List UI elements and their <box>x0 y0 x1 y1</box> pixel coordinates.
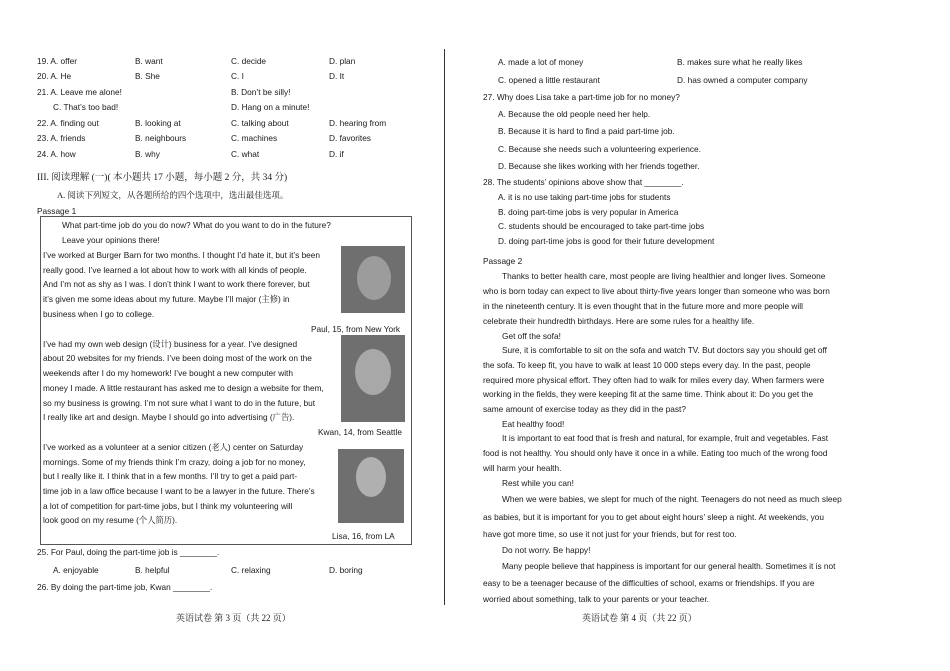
lisa-text-line: time job in a law office because I want to be a lawyer in the future. There’s <box>43 486 315 496</box>
kwan-text-line: about 20 websites for my friends. I’ve been doing most of the work on the <box>43 353 312 363</box>
q19-option-c: C. decide <box>231 56 267 66</box>
kwan-text-line: I’ve had my own web design (设计) business for a year. I’ve designed <box>43 339 298 349</box>
box-prompt-line: What part-time job do you do now? What do you want to do in the future? <box>62 220 331 230</box>
q19-option-b: B. want <box>135 56 163 66</box>
q19-option-a: 19. A. offer <box>37 56 77 66</box>
q25-stem: 25. For Paul, doing the part-time job is ________. <box>37 547 220 557</box>
passage-1-label: Passage 1 <box>37 206 77 216</box>
box-prompt-line: Leave your opinions there! <box>62 235 160 245</box>
passage-2-line: in the nineteenth century. It is even thought that in the future more and more people will <box>483 301 803 311</box>
kwan-signature: Kwan, 14, from Seattle <box>318 427 402 437</box>
q28-option-c: C. students should be encouraged to take part-time jobs <box>498 221 705 231</box>
paul-text-line: really good. I’ve learned a lot about how to work with all kinds of people. <box>43 265 307 275</box>
q26-option-c: C. opened a little restaurant <box>498 75 600 85</box>
q23-option-d: D. favorites <box>329 133 371 143</box>
q25-option-a: A. enjoyable <box>53 565 99 575</box>
kwan-text-line: I really like art and design. Maybe I should go into advertising (广告). <box>43 412 295 422</box>
right-footer: 英语试卷 第 4 页（共 22 页） <box>582 613 697 623</box>
page-divider <box>444 49 445 605</box>
left-footer: 英语试卷 第 3 页（共 22 页） <box>176 613 291 623</box>
lisa-photo <box>338 449 404 523</box>
passage-2-line: Many people believe that happiness is important for our general health. Sometimes it is not <box>502 561 836 571</box>
q28-option-a: A. it is no use taking part-time jobs for students <box>498 192 671 202</box>
lisa-text-line: but I really like it. I think that in a few months. I’ll try to get a paid part- <box>43 471 298 481</box>
passage-2-line: have got more time, so use it not just for your friends, but for rest too. <box>483 529 737 539</box>
passage-2-line: working in the fields, they were keeping fit at the same time. Think about it: Do you get the <box>483 389 814 399</box>
passage-2-line: required more physical effort. They often had to walk for miles every day. When farmers were <box>483 375 825 385</box>
q20-option-d: D. It <box>329 71 345 81</box>
q26-option-b: B. makes sure what he really likes <box>677 57 803 67</box>
passage-2-line: who is born today can expect to live about thirty-five years longer than someone who was born <box>483 286 830 296</box>
q20-option-c: C. I <box>231 71 244 81</box>
q24-option-a: 24. A. how <box>37 149 76 159</box>
q28-option-b: B. doing part-time jobs is very popular in America <box>498 207 679 217</box>
q24-option-d: D. if <box>329 149 344 159</box>
passage-2-line: the sofa. To keep fit, you have to walk at least 10 000 steps every day. In the past, people <box>483 360 811 370</box>
passage-2-line: It is important to eat food that is fresh and natural, for example, fruit and vegetables. Fast <box>502 433 829 443</box>
passage-2-line: easy to be a teenager because of the difficulties of school, exams or friendships. If you are <box>483 578 815 588</box>
q24-option-c: C. what <box>231 149 260 159</box>
kwan-text-line: so my business is growing. I’m not sure what I want to do in the future, but <box>43 398 316 408</box>
q21-option-d: D. Hang on a minute! <box>231 102 310 112</box>
q21-option-a: 21. A. Leave me alone! <box>37 87 122 97</box>
q22-option-c: C. talking about <box>231 118 289 128</box>
q25-option-d: D. boring <box>329 565 363 575</box>
paul-photo <box>341 246 405 313</box>
passage-2-line: as babies, but it is important for you to get about eight hours’ sleep a night. At weekends, you <box>483 512 824 522</box>
q27-stem: 27. Why does Lisa take a part-time job for no money? <box>483 92 680 102</box>
q20-option-a: 20. A. He <box>37 71 72 81</box>
section-instruction: A. 阅读下列短文，从各题所给的四个选项中，选出最佳选项。 <box>57 190 289 200</box>
passage-2-line: same amount of exercise today as they did in the past? <box>483 404 686 414</box>
lisa-text-line: mornings. Some of my friends think I’m crazy, doing a job for no money, <box>43 457 306 467</box>
paul-text-line: And I’m not as shy as I was. I don’t think I want to work there forever, but <box>43 279 310 289</box>
heading-be-happy: Do not worry. Be happy! <box>502 545 591 555</box>
q21-option-c: C. That’s too bad! <box>53 102 119 112</box>
passage-2-line: Sure, it is comfortable to sit on the sofa and watch TV. But doctors say you should get off <box>502 345 827 355</box>
passage-2-label: Passage 2 <box>483 256 523 266</box>
paul-text-line: business when I go to college. <box>43 309 155 319</box>
paul-text-line: I’ve worked at Burger Barn for two months. I thought I’d hate it, but it’s been <box>43 250 321 260</box>
q26-stem: 26. By doing the part-time job, Kwan ________. <box>37 582 213 592</box>
heading-eat-healthy-food: Eat healthy food! <box>502 419 565 429</box>
heading-rest-while-you-can: Rest while you can! <box>502 478 574 488</box>
q22-option-d: D. hearing from <box>329 118 387 128</box>
section-title: III. 阅读理解 (一)( 本小题共 17 小题，每小题 2 分，共 34 分) <box>37 173 288 183</box>
q21-option-b: B. Don’t be silly! <box>231 87 291 97</box>
q26-option-a: A. made a lot of money <box>498 57 584 67</box>
q25-option-b: B. helpful <box>135 565 170 575</box>
paul-signature: Paul, 15, from New York <box>311 324 401 334</box>
q26-option-d: D. has owned a computer company <box>677 75 808 85</box>
heading-get-off-sofa: Get off the sofa! <box>502 331 561 341</box>
q23-option-c: C. machines <box>231 133 278 143</box>
lisa-signature: Lisa, 16, from LA <box>332 531 395 541</box>
kwan-text-line: money I made. A little restaurant has asked me to design a website for them, <box>43 383 324 393</box>
q19-option-d: D. plan <box>329 56 356 66</box>
q28-stem: 28. The students’ opinions above show that ________. <box>483 177 684 187</box>
q23-option-a: 23. A. friends <box>37 133 86 143</box>
passage-2-line: When we were babies, we slept for much of the night. Teenagers do not need as much sleep <box>502 494 842 504</box>
lisa-text-line: look good on my resume (个人简历). <box>43 515 178 525</box>
q28-option-d: D. doing part-time jobs is good for their future development <box>498 236 715 246</box>
lisa-text-line: I’ve worked as a volunteer at a senior citizen (老人) center on Saturday <box>43 442 304 452</box>
passage-2-line: worried about something, talk to your parents or your teacher. <box>483 594 709 604</box>
q24-option-b: B. why <box>135 149 160 159</box>
lisa-text-line: a lot of competition for part-time jobs, but I think my volunteering will <box>43 501 293 511</box>
passage-2-line: Thanks to better health care, most people are living healthier and longer lives. Someone <box>502 271 826 281</box>
q27-option-d: D. Because she likes working with her friends together. <box>498 161 700 171</box>
passage-2-line: will harm your health. <box>483 463 562 473</box>
passage-2-line: food is not healthy. You should only have it once in a while. Eating too much of the wrong food <box>483 448 828 458</box>
q22-option-b: B. looking at <box>135 118 181 128</box>
q20-option-b: B. She <box>135 71 160 81</box>
passage-2-line: celebrate their hundredth birthdays. Here are some rules for a healthy life. <box>483 316 755 326</box>
paul-text-line: it’s given me some ideas about my future. Maybe I’ll major (主修) in <box>43 294 290 304</box>
kwan-photo <box>341 335 405 422</box>
q27-option-c: C. Because she needs such a volunteering experience. <box>498 144 701 154</box>
q27-option-a: A. Because the old people need her help. <box>498 109 651 119</box>
q23-option-b: B. neighbours <box>135 133 187 143</box>
q22-option-a: 22. A. finding out <box>37 118 99 128</box>
kwan-text-line: weekends after I do my homework! I’ve bought a new computer with <box>43 368 293 378</box>
q27-option-b: B. Because it is hard to find a paid part-time job. <box>498 126 675 136</box>
q25-option-c: C. relaxing <box>231 565 271 575</box>
